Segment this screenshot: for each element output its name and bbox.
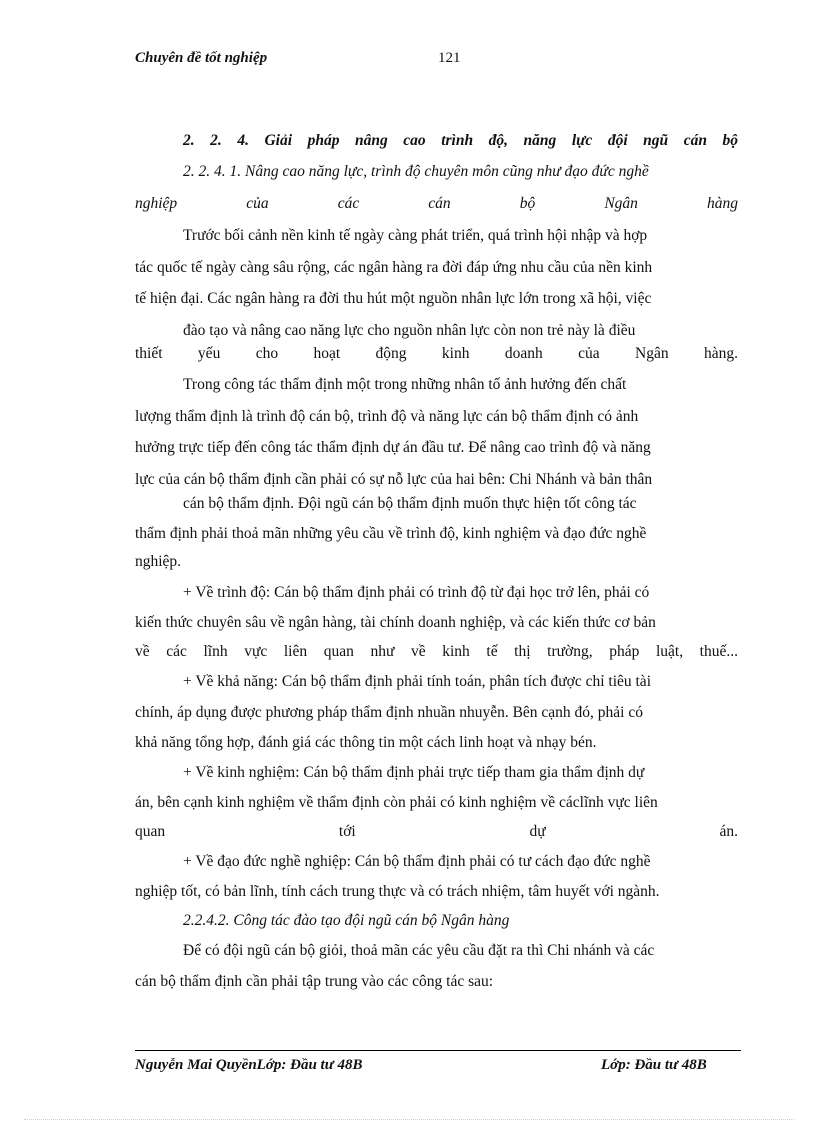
text-line: tác quốc tế ngày càng sâu rộng, các ngân hàng ra đời đáp ứng nhu cầu của nền kinh — [135, 259, 653, 276]
subsection-heading-cont: nghiệp của các cán bộ Ngân hàng — [135, 195, 738, 212]
footer-class: Lớp: Đầu tư 48B — [601, 1057, 707, 1073]
text-line: + Về đạo đức nghề nghiệp: Cán bộ thẩm định phải có tư cách đạo đức nghề — [183, 853, 651, 870]
text-line: chính, áp dụng được phương pháp thẩm định nhuần nhuyễn. Bên cạnh đó, phải có — [135, 704, 643, 721]
text-line: về các lĩnh vực liên quan như về kinh tế thị trường, pháp luật, thuế... — [135, 643, 738, 660]
text-line: kiến thức chuyên sâu về ngân hàng, tài chính doanh nghiệp, và các kiến thức cơ bản — [135, 614, 656, 631]
text-line: án, bên cạnh kinh nghiệm về thẩm định còn phải có kinh nghiệm về cáclĩnh vực liên — [135, 794, 658, 811]
text-line: cán bộ thẩm định cần phải tập trung vào các công tác sau: — [135, 973, 494, 990]
text-line: khả năng tổng hợp, đánh giá các thông tin một cách linh hoạt và nhạy bén. — [135, 734, 597, 751]
text-line: đào tạo và nâng cao năng lực cho nguồn nhân lực còn non trẻ này là điều — [183, 322, 636, 339]
text-line: hưởng trực tiếp đến công tác thẩm định dự án đầu tư. Để nâng cao trình độ và năng — [135, 439, 651, 456]
page-number: 121 — [438, 50, 461, 66]
footer-divider — [135, 1050, 741, 1051]
text-line: + Về kinh nghiệm: Cán bộ thẩm định phải trực tiếp tham gia thẩm định dự — [183, 764, 645, 781]
text-line: + Về khả năng: Cán bộ thẩm định phải tính toán, phân tích được chỉ tiêu tài — [183, 673, 651, 690]
text-line: lực của cán bộ thẩm định cần phải có sự nỗ lực của hai bên: Chi Nhánh và bản thân — [135, 471, 653, 488]
text-line: lượng thẩm định là trình độ cán bộ, trình độ và năng lực cán bộ thẩm định có ảnh — [135, 408, 639, 425]
text-line: tế hiện đại. Các ngân hàng ra đời thu hút một nguồn nhân lực lớn trong xã hội, việc — [135, 290, 652, 307]
text-line: Trong công tác thẩm định một trong những nhân tố ảnh hưởng đến chất — [183, 376, 627, 393]
text-line: Trước bối cảnh nền kinh tế ngày càng phát triển, quá trình hội nhập và hợp — [183, 227, 648, 244]
text-line: thiết yếu cho hoạt động kinh doanh của Ngân hàng. — [135, 345, 738, 362]
text-line: quan tới dự án. — [135, 823, 738, 840]
text-line: nghiệp tốt, có bản lĩnh, tính cách trung thực và có trách nhiệm, tâm huyết với ngành. — [135, 883, 660, 900]
subsection-heading: 2. 2. 4. 1. Nâng cao năng lực, trình độ chuyên môn cũng như đạo đức nghề — [183, 163, 649, 180]
section-heading: 2. 2. 4. Giải pháp nâng cao trình độ, năng lực đội ngũ cán bộ — [183, 132, 738, 149]
text-line: cán bộ thẩm định. Đội ngũ cán bộ thẩm định muốn thực hiện tốt công tác — [183, 495, 637, 512]
page-break-edge — [24, 1119, 794, 1120]
footer-author: Nguyễn Mai QuyềnLớp: Đầu tư 48B — [135, 1057, 363, 1073]
running-header-title: Chuyên đề tốt nghiệp — [135, 50, 268, 66]
subsection-heading: 2.2.4.2. Công tác đào tạo đội ngũ cán bộ Ngân hàng — [183, 912, 510, 929]
text-line: + Về trình độ: Cán bộ thẩm định phải có trình độ từ đại học trở lên, phải có — [183, 584, 650, 601]
text-line: thẩm định phải thoả mãn những yêu cầu về trình độ, kinh nghiệm và đạo đức nghề — [135, 525, 647, 542]
text-line: Để có đội ngũ cán bộ giỏi, thoả mãn các yêu cầu đặt ra thì Chi nhánh và các — [183, 942, 655, 959]
text-line: nghiệp. — [135, 553, 182, 570]
